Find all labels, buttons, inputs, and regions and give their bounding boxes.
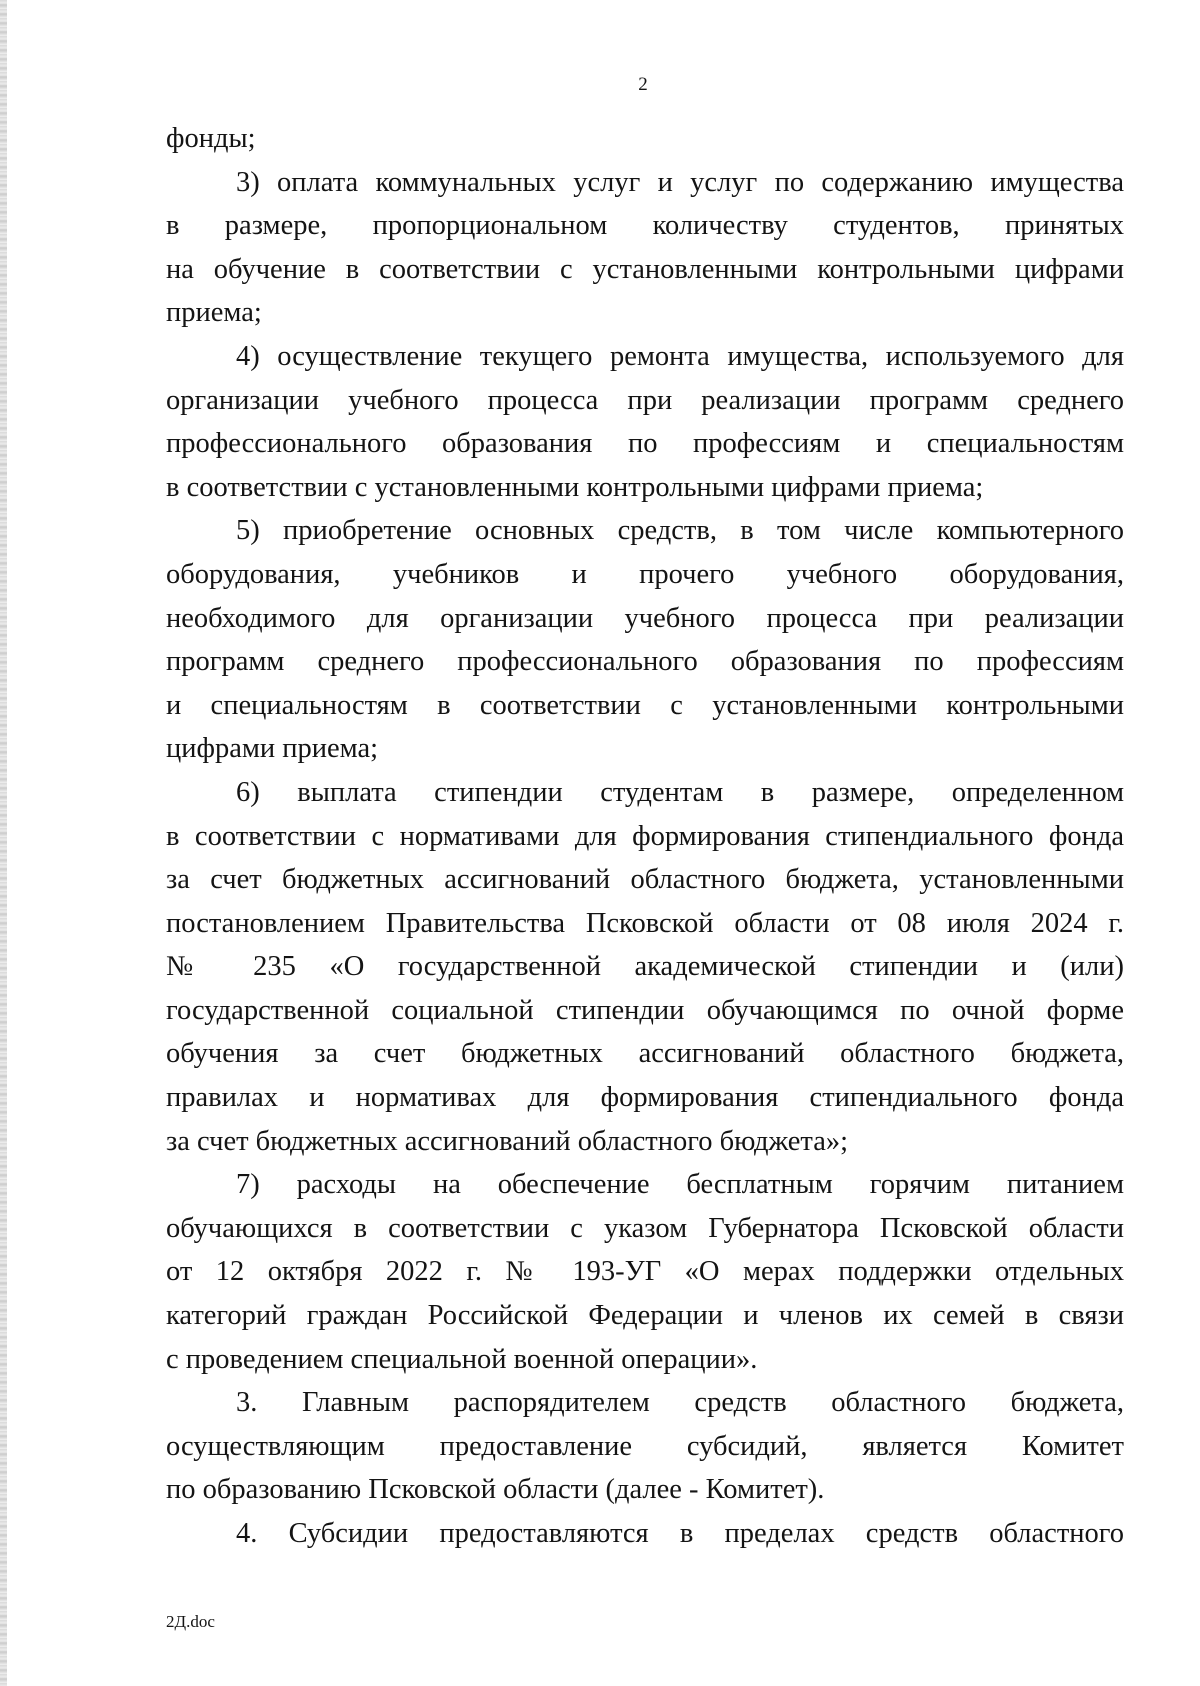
text-line: осуществляющим предоставление субсидий, является Комитет <box>166 1430 1124 1462</box>
scan-edge <box>0 0 7 1686</box>
text-line: правилах и нормативах для формирования стипендиального фонда <box>166 1082 1124 1114</box>
text-line: и специальностям в соответствии с установленными контрольными <box>166 689 1124 721</box>
text-line: 7) расходы на обеспечение бесплатным горячим питанием <box>236 1169 1124 1201</box>
footer-filename: 2Д.doc <box>166 1612 215 1631</box>
text-line: приема; <box>166 297 262 329</box>
text-line: постановлением Правительства Псковской области от 08 июля 2024 г. <box>166 907 1124 939</box>
text-line: на обучение в соответствии с установленными контрольными цифрами <box>166 253 1124 285</box>
page-number: 2 <box>638 74 648 95</box>
text-line: за счет бюджетных ассигнований областного бюджета»; <box>166 1125 849 1157</box>
text-line: в соответствии с нормативами для формирования стипендиального фонда <box>166 820 1124 852</box>
text-line: фонды; <box>166 123 256 154</box>
text-line: за счет бюджетных ассигнований областного бюджета, установленными <box>166 864 1124 896</box>
text-line: с проведением специальной военной операции». <box>166 1343 758 1375</box>
text-line: в размере, пропорциональном количеству студентов, принятых <box>166 210 1124 242</box>
text-line: обучающихся в соответствии с указом Губернатора Псковской области <box>166 1212 1124 1244</box>
text-line: оборудования, учебников и прочего учебного оборудования, <box>166 558 1124 590</box>
text-line: 4) осуществление текущего ремонта имущества, используемого для <box>236 340 1124 372</box>
text-line: обучения за счет бюджетных ассигнований областного бюджета, <box>166 1038 1124 1070</box>
text-line: профессионального образования по профессиям и специальностям <box>166 428 1124 460</box>
text-line: 5) приобретение основных средств, в том числе компьютерного <box>236 515 1124 547</box>
text-lines <box>166 117 1124 1556</box>
text-line: в соответствии с установленными контрольными цифрами приема; <box>166 471 984 503</box>
text-line: необходимого для организации учебного процесса при реализации <box>166 602 1124 634</box>
document-body <box>166 117 1124 1556</box>
text-line: программ среднего профессионального образования по профессиям <box>166 646 1124 678</box>
text-line: 3) оплата коммунальных услуг и услуг по содержанию имущества <box>236 166 1124 198</box>
text-line: 6) выплата стипендии студентам в размере, определенном <box>236 776 1124 808</box>
text-line: категорий граждан Российской Федерации и членов их семей в связи <box>166 1300 1124 1332</box>
text-line: организации учебного процесса при реализации программ среднего <box>166 384 1124 416</box>
text-line: № 235 «О государственной академической стипендии и (или) <box>166 951 1124 983</box>
text-line: 3. Главным распорядителем средств областного бюджета, <box>236 1387 1124 1419</box>
text-line: 4. Субсидии предоставляются в пределах средств областного <box>236 1518 1124 1549</box>
text-line: государственной социальной стипендии обучающимся по очной форме <box>166 994 1124 1026</box>
text-line: цифрами приема; <box>166 733 379 765</box>
text-line: по образованию Псковской области (далее - Комитет). <box>166 1474 825 1506</box>
text-line: от 12 октября 2022 г. № 193-УГ «О мерах поддержки отдельных <box>166 1256 1124 1288</box>
